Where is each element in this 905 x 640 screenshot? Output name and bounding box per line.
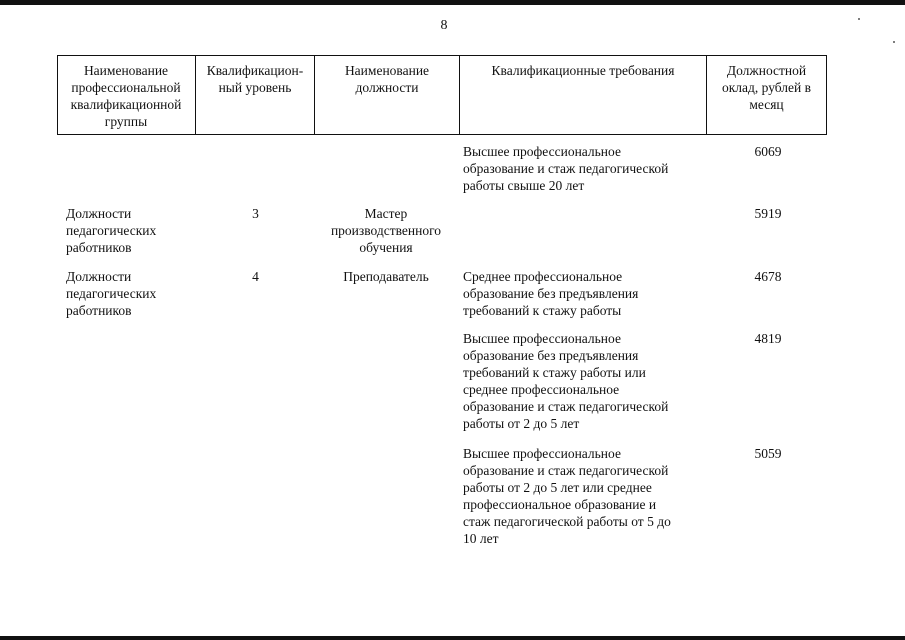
scan-border-bottom [0,636,905,640]
scan-speck [893,41,895,43]
page-number: 8 [440,18,448,33]
requirements-cell-line: Высшее профессиональное [463,446,621,461]
requirements-cell-line: работы от 2 до 5 лет или среднее [463,480,652,495]
group-name-cell-line: педагогических [66,286,157,301]
requirements-cell-line: среднее профессиональное [463,382,620,397]
salary-cell: 6069 [754,144,782,159]
requirements-cell-line: Высшее профессиональное [463,144,621,159]
requirements-cell-line: требований к стажу работы [463,303,622,318]
header-line: Наименование [83,63,169,78]
header-salary [707,62,826,113]
group-name-cell [66,268,196,319]
qualification-level-cell: 3 [252,206,259,221]
position-name-cell-line: обучения [359,240,413,255]
requirements-cell-line: образование и стаж педагогической [463,463,669,478]
requirements-cell-line: образование и стаж педагогической [463,399,669,414]
position-name-cell-line: производственного [330,223,442,238]
header-level [196,62,314,96]
requirements-cell-line: Среднее профессиональное [463,269,623,284]
header-line: Наименование [344,63,430,78]
group-name-cell [66,205,196,256]
position-name-cell-line: Преподаватель [343,269,429,284]
requirements-cell-line: требований к стажу работы или [463,365,646,380]
position-name-cell [315,268,457,285]
group-name-cell-line: Должности [66,206,132,221]
requirements-cell-line: образование и стаж педагогической [463,161,669,176]
header-line: квалификационной [70,97,182,112]
requirements-cell [463,143,708,194]
header-line: Должностной [726,63,807,78]
header-line: ный уровень [218,80,292,95]
requirements-cell-line: образование без предъявления [463,286,639,301]
header-line: группы [104,114,148,129]
requirements-cell-line: работы свыше 20 лет [463,178,585,193]
requirements-cell-line: образование без предъявления [463,348,639,363]
header-line: Квалификацион- [206,63,304,78]
requirements-cell-line: работы от 2 до 5 лет [463,416,580,431]
salary-cell: 4819 [754,331,782,346]
header-line: месяц [749,97,784,112]
requirements-cell-line: стаж педагогической работы от 5 до [463,514,671,529]
header-line: должности [355,80,419,95]
salary-cell: 4678 [754,269,782,284]
requirements-cell [463,268,708,319]
requirements-cell-line: Высшее профессиональное [463,331,621,346]
salary-cell: 5919 [754,206,782,221]
header-line: Квалификационные требования [491,63,675,78]
header-line: оклад, рублей в [721,80,812,95]
scan-speck [858,18,860,20]
group-name-cell-line: педагогических [66,223,157,238]
header-requirements [460,62,706,79]
scan-border-top [0,0,905,5]
position-name-cell [315,205,457,256]
qualification-level-cell: 4 [252,269,259,284]
salary-cell: 5059 [754,446,782,461]
header-position [315,62,459,96]
requirements-cell [463,445,708,547]
position-name-cell-line: Мастер [364,206,408,221]
requirements-cell-line: профессиональное образование и [463,497,657,512]
header-line: профессиональной [71,80,181,95]
group-name-cell-line: работников [66,303,132,318]
requirements-cell [463,330,708,432]
group-name-cell-line: Должности [66,269,132,284]
header-group [58,62,194,130]
group-name-cell-line: работников [66,240,132,255]
requirements-cell-line: 10 лет [463,531,499,546]
